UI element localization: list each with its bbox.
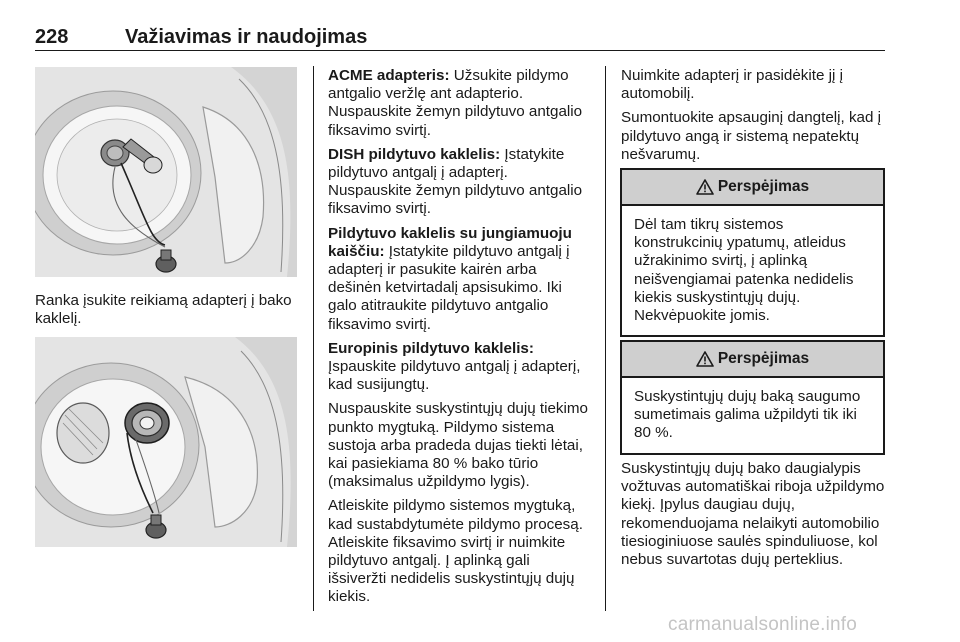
multivalve-paragraph: Suskystintųjų dujų bako daugialypis vožtuvas automatiškai riboja užpildymo kiekį. Įpylus daugiau dujų, rekomenduojama nelaikyti automobilio tiesioginiuose saulės spinduliuose, kol nebus suvartotas dujų perteklius. xyxy=(621,460,885,569)
column-divider-1 xyxy=(313,66,314,611)
column-3-outro xyxy=(621,460,887,569)
release-button-paragraph: Atleiskite pildymo sistemos mygtuką, kad sustabdytumėte pildymo procesą. Atleiskite fiksavimo svirtį ir nuimkite pildytuvo antgalį. Į aplinką gali išsiveržti nedidelis suskystintųjų dujų kiekis. xyxy=(328,497,583,606)
page-header xyxy=(35,22,885,52)
running-title: Važiavimas ir naudojimas xyxy=(125,26,368,48)
warning-1-header: Perspėjimas xyxy=(622,170,883,206)
figure-adapter-screw-in xyxy=(35,67,297,277)
header-rule xyxy=(35,50,885,51)
warning-triangle-icon xyxy=(696,179,714,195)
warning-box-2 xyxy=(620,340,885,455)
warning-2-body: Suskystintųjų dujų baką saugumo sumetimais galima užpildyti tik iki 80 %. xyxy=(634,388,861,442)
bayonet-adapter-paragraph: Pildytuvo kaklelis su jungiamuoju kaiščiu: Įstatykite pildytuvo antgalį į adapterį ir pasukite kairėn arba dešinėn ketvirtadalį apsisukimo. Iki galo atitraukite pildytuvo antgalio fiksavimo svirtį. xyxy=(328,224,572,333)
dish-adapter-paragraph: DISH pildytuvo kaklelis: Įstatykite pildytuvo antgalį į adapterį. Nuspauskite žemyn pildytuvo antgalio fiksavimo svirtį. xyxy=(328,145,583,218)
warning-1-body: Dėl tam tikrų sistemos konstrukcinių ypatumų, atleidus užrakinimo svirtį, į aplinką neišvengiamai patenka nedidelis kiekis suskystintųjų dujų. Nekvėpuokite jomis. xyxy=(634,216,854,325)
press-button-paragraph: Nuspauskite suskystintųjų dujų tiekimo punkto mygtuką. Pildymo sistema sustoja arba pradeda dujas tiekti lėtai, kai pasiekiama 80 % bako tūrio (maksimalus užpildymo lygis). xyxy=(328,400,588,491)
page-number: 228 xyxy=(35,26,69,48)
warning-triangle-icon xyxy=(696,351,714,367)
warning-box-1 xyxy=(620,168,885,337)
column-2-text xyxy=(328,67,592,607)
column-divider-2 xyxy=(605,66,606,611)
column-3-intro xyxy=(621,67,887,164)
figure-adapter-mounted xyxy=(35,337,297,547)
warning-2-header: Perspėjimas xyxy=(622,342,883,378)
fuel-flap-illustration-2 xyxy=(35,337,297,547)
euro-adapter-paragraph: Europinis pildytuvo kaklelis: Įspauskite pildytuvo antgalį į adapterį, kad susijungtų. xyxy=(328,339,581,394)
figure-1-caption: Ranka įsukite reikiamą adapterį į bako kaklelį. xyxy=(35,292,292,328)
remove-adapter-paragraph: Nuimkite adapterį ir pasidėkite jį į automobilį. xyxy=(621,67,843,103)
watermark: carmanualsonline.info xyxy=(668,614,858,635)
fuel-flap-illustration-1 xyxy=(35,67,297,277)
acme-adapter-paragraph: ACME adapteris: Užsukite pildymo antgalio veržlę ant adapterio. Nuspauskite žemyn pildytuvo antgalio fiksavimo svirtį. xyxy=(328,67,583,139)
install-cap-paragraph: Sumontuokite apsauginį dangtelį, kad į pildytuvo angą ir sistemą nepatektų nešvarumų. xyxy=(621,109,882,163)
